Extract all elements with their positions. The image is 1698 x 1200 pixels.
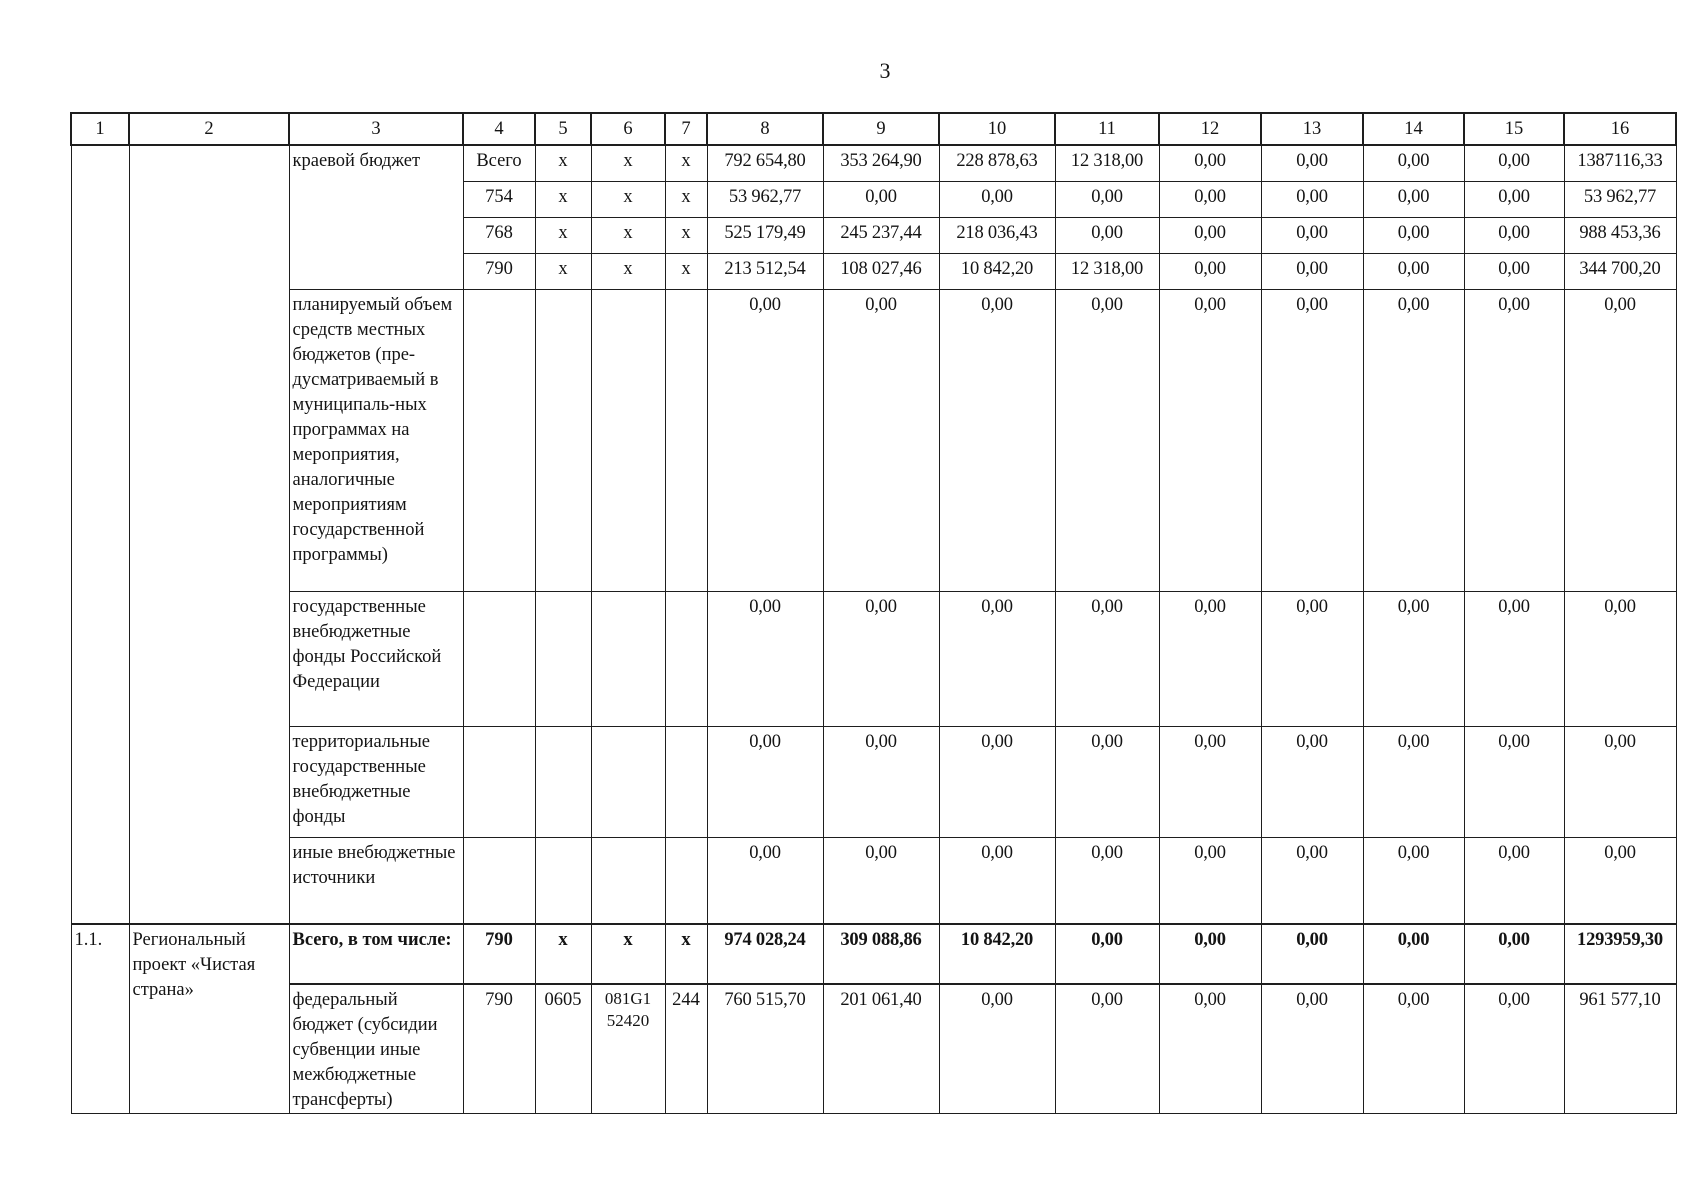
- value-cell: 0,00: [1055, 984, 1159, 1114]
- value-cell: 309 088,86: [823, 924, 939, 984]
- cell: х: [591, 253, 665, 289]
- value-cell: 0,00: [1055, 181, 1159, 217]
- column-header: 14: [1363, 113, 1464, 145]
- column-header: 11: [1055, 113, 1159, 145]
- value-cell: 0,00: [1261, 591, 1363, 726]
- value-cell: 0,00: [1464, 289, 1564, 591]
- column-header: 13: [1261, 113, 1363, 145]
- value-cell: 0,00: [1363, 181, 1464, 217]
- value-cell: 760 515,70: [707, 984, 823, 1114]
- value-cell: 1387116,33: [1564, 145, 1676, 181]
- value-cell: 0,00: [1464, 837, 1564, 924]
- value-cell: 0,00: [707, 289, 823, 591]
- cell: 768: [463, 217, 535, 253]
- value-cell: 792 654,80: [707, 145, 823, 181]
- value-cell: 53 962,77: [707, 181, 823, 217]
- cell: 790: [463, 924, 535, 984]
- value-cell: 0,00: [1464, 591, 1564, 726]
- empty-cell: [463, 591, 535, 726]
- cell: х: [591, 145, 665, 181]
- cell: Всего: [463, 145, 535, 181]
- source-label: государственные внебюджетные фонды Российской Федерации: [289, 591, 463, 726]
- empty-cell: [665, 289, 707, 591]
- cell: х: [665, 924, 707, 984]
- source-label: федеральный бюджет (субсидии субвенции иные межбюджетные трансферты): [289, 984, 463, 1114]
- cell: х: [535, 253, 591, 289]
- value-cell: 0,00: [1159, 984, 1261, 1114]
- cell: 754: [463, 181, 535, 217]
- value-cell: 0,00: [1464, 217, 1564, 253]
- value-cell: 0,00: [1261, 217, 1363, 253]
- empty-cell: [535, 591, 591, 726]
- value-cell: 0,00: [823, 181, 939, 217]
- cell: 081G1 52420: [591, 984, 665, 1114]
- page-number: 3: [879, 58, 891, 83]
- value-cell: 0,00: [1159, 289, 1261, 591]
- value-cell: 0,00: [823, 837, 939, 924]
- value-cell: 0,00: [1159, 217, 1261, 253]
- value-cell: 0,00: [1159, 145, 1261, 181]
- value-cell: 988 453,36: [1564, 217, 1676, 253]
- value-cell: 0,00: [1564, 289, 1676, 591]
- value-cell: 961 577,10: [1564, 984, 1676, 1114]
- column-header: 3: [289, 113, 463, 145]
- value-cell: 0,00: [1363, 145, 1464, 181]
- value-cell: 344 700,20: [1564, 253, 1676, 289]
- value-cell: 201 061,40: [823, 984, 939, 1114]
- source-label: Всего, в том числе:: [289, 924, 463, 984]
- empty-cell: [463, 837, 535, 924]
- value-cell: 0,00: [1464, 726, 1564, 837]
- value-cell: 0,00: [1159, 837, 1261, 924]
- value-cell: 0,00: [1464, 181, 1564, 217]
- value-cell: 0,00: [939, 591, 1055, 726]
- empty-cell: [591, 289, 665, 591]
- value-cell: 0,00: [939, 837, 1055, 924]
- value-cell: 0,00: [707, 591, 823, 726]
- value-cell: 12 318,00: [1055, 145, 1159, 181]
- value-cell: 0,00: [1055, 726, 1159, 837]
- source-label: краевой бюджет: [289, 145, 463, 289]
- value-cell: 0,00: [1261, 145, 1363, 181]
- cell: х: [535, 217, 591, 253]
- value-cell: 0,00: [939, 726, 1055, 837]
- value-cell: 0,00: [1159, 924, 1261, 984]
- value-cell: 0,00: [939, 289, 1055, 591]
- empty-cell: [535, 837, 591, 924]
- value-cell: 0,00: [1261, 837, 1363, 924]
- value-cell: 0,00: [1363, 984, 1464, 1114]
- table-row: [71, 591, 1676, 726]
- value-cell: 0,00: [1261, 181, 1363, 217]
- project-number: 1.1.: [71, 924, 129, 1114]
- value-cell: 218 036,43: [939, 217, 1055, 253]
- cell: х: [535, 181, 591, 217]
- source-label: иные внебюджетные источники: [289, 837, 463, 924]
- value-cell: 0,00: [823, 289, 939, 591]
- empty-cell: [665, 591, 707, 726]
- column-header: 2: [129, 113, 289, 145]
- value-cell: 0,00: [1363, 924, 1464, 984]
- value-cell: 0,00: [939, 181, 1055, 217]
- value-cell: 0,00: [1261, 253, 1363, 289]
- value-cell: 0,00: [707, 726, 823, 837]
- value-cell: 12 318,00: [1055, 253, 1159, 289]
- empty-cell: [591, 726, 665, 837]
- empty-cell: [665, 726, 707, 837]
- cell: х: [665, 217, 707, 253]
- value-cell: 0,00: [1464, 924, 1564, 984]
- cell: х: [535, 145, 591, 181]
- value-cell: 0,00: [1159, 726, 1261, 837]
- empty-cell: [591, 591, 665, 726]
- project-name: Региональный проект «Чистая страна»: [129, 924, 289, 1114]
- cell: х: [591, 217, 665, 253]
- column-header: 9: [823, 113, 939, 145]
- value-cell: 0,00: [1363, 591, 1464, 726]
- value-cell: 353 264,90: [823, 145, 939, 181]
- value-cell: 245 237,44: [823, 217, 939, 253]
- value-cell: 0,00: [1363, 217, 1464, 253]
- value-cell: 0,00: [1363, 837, 1464, 924]
- value-cell: 0,00: [1159, 181, 1261, 217]
- cell: х: [665, 145, 707, 181]
- header-row: [71, 113, 1676, 145]
- value-cell: 10 842,20: [939, 924, 1055, 984]
- table-row: [71, 726, 1676, 837]
- empty-cell: [129, 145, 289, 924]
- source-label: территориальные государственные внебюджетные фонды: [289, 726, 463, 837]
- value-cell: 0,00: [1464, 145, 1564, 181]
- table-row: [71, 924, 1676, 984]
- table-row: [71, 289, 1676, 591]
- value-cell: 228 878,63: [939, 145, 1055, 181]
- empty-cell: [463, 289, 535, 591]
- empty-cell: [71, 145, 129, 924]
- value-cell: 0,00: [1363, 289, 1464, 591]
- value-cell: 0,00: [823, 591, 939, 726]
- cell: 790: [463, 984, 535, 1114]
- value-cell: 0,00: [1464, 984, 1564, 1114]
- value-cell: 0,00: [1261, 984, 1363, 1114]
- cell: 244: [665, 984, 707, 1114]
- empty-cell: [535, 726, 591, 837]
- cell: х: [665, 253, 707, 289]
- value-cell: 974 028,24: [707, 924, 823, 984]
- empty-cell: [591, 837, 665, 924]
- value-cell: 1293959,30: [1564, 924, 1676, 984]
- value-cell: 0,00: [1261, 924, 1363, 984]
- value-cell: 0,00: [1055, 924, 1159, 984]
- value-cell: 0,00: [1055, 289, 1159, 591]
- cell: х: [591, 924, 665, 984]
- value-cell: 0,00: [939, 984, 1055, 1114]
- value-cell: 0,00: [1363, 253, 1464, 289]
- column-header: 7: [665, 113, 707, 145]
- table-row: [71, 984, 1676, 1114]
- empty-cell: [535, 289, 591, 591]
- value-cell: 53 962,77: [1564, 181, 1676, 217]
- cell: 790: [463, 253, 535, 289]
- value-cell: 213 512,54: [707, 253, 823, 289]
- column-header: 6: [591, 113, 665, 145]
- table-row: [71, 145, 1676, 181]
- value-cell: 0,00: [1564, 591, 1676, 726]
- column-header: 12: [1159, 113, 1261, 145]
- column-header: 1: [71, 113, 129, 145]
- value-cell: 0,00: [1055, 217, 1159, 253]
- column-header: 5: [535, 113, 591, 145]
- value-cell: 0,00: [1464, 253, 1564, 289]
- empty-cell: [665, 837, 707, 924]
- column-header: 16: [1564, 113, 1676, 145]
- cell: х: [591, 181, 665, 217]
- column-header: 8: [707, 113, 823, 145]
- value-cell: 0,00: [707, 837, 823, 924]
- value-cell: 525 179,49: [707, 217, 823, 253]
- value-cell: 0,00: [1261, 726, 1363, 837]
- budget-table: [70, 112, 1677, 1114]
- value-cell: 0,00: [1261, 289, 1363, 591]
- value-cell: 0,00: [1564, 837, 1676, 924]
- value-cell: 0,00: [1055, 591, 1159, 726]
- value-cell: 10 842,20: [939, 253, 1055, 289]
- source-label: планируемый объем средств местных бюджетов (пре-дусматриваемый в муниципаль-ных программах на мероприятия, аналогичные мероприятиям государственной программы): [289, 289, 463, 591]
- cell: х: [535, 924, 591, 984]
- cell: 0605: [535, 984, 591, 1114]
- empty-cell: [463, 726, 535, 837]
- value-cell: 0,00: [1055, 837, 1159, 924]
- value-cell: 0,00: [1363, 726, 1464, 837]
- cell: х: [665, 181, 707, 217]
- value-cell: 0,00: [1159, 591, 1261, 726]
- value-cell: 0,00: [1564, 726, 1676, 837]
- value-cell: 108 027,46: [823, 253, 939, 289]
- table-row: [71, 837, 1676, 924]
- column-header: 4: [463, 113, 535, 145]
- value-cell: 0,00: [1159, 253, 1261, 289]
- value-cell: 0,00: [823, 726, 939, 837]
- column-header: 15: [1464, 113, 1564, 145]
- column-header: 10: [939, 113, 1055, 145]
